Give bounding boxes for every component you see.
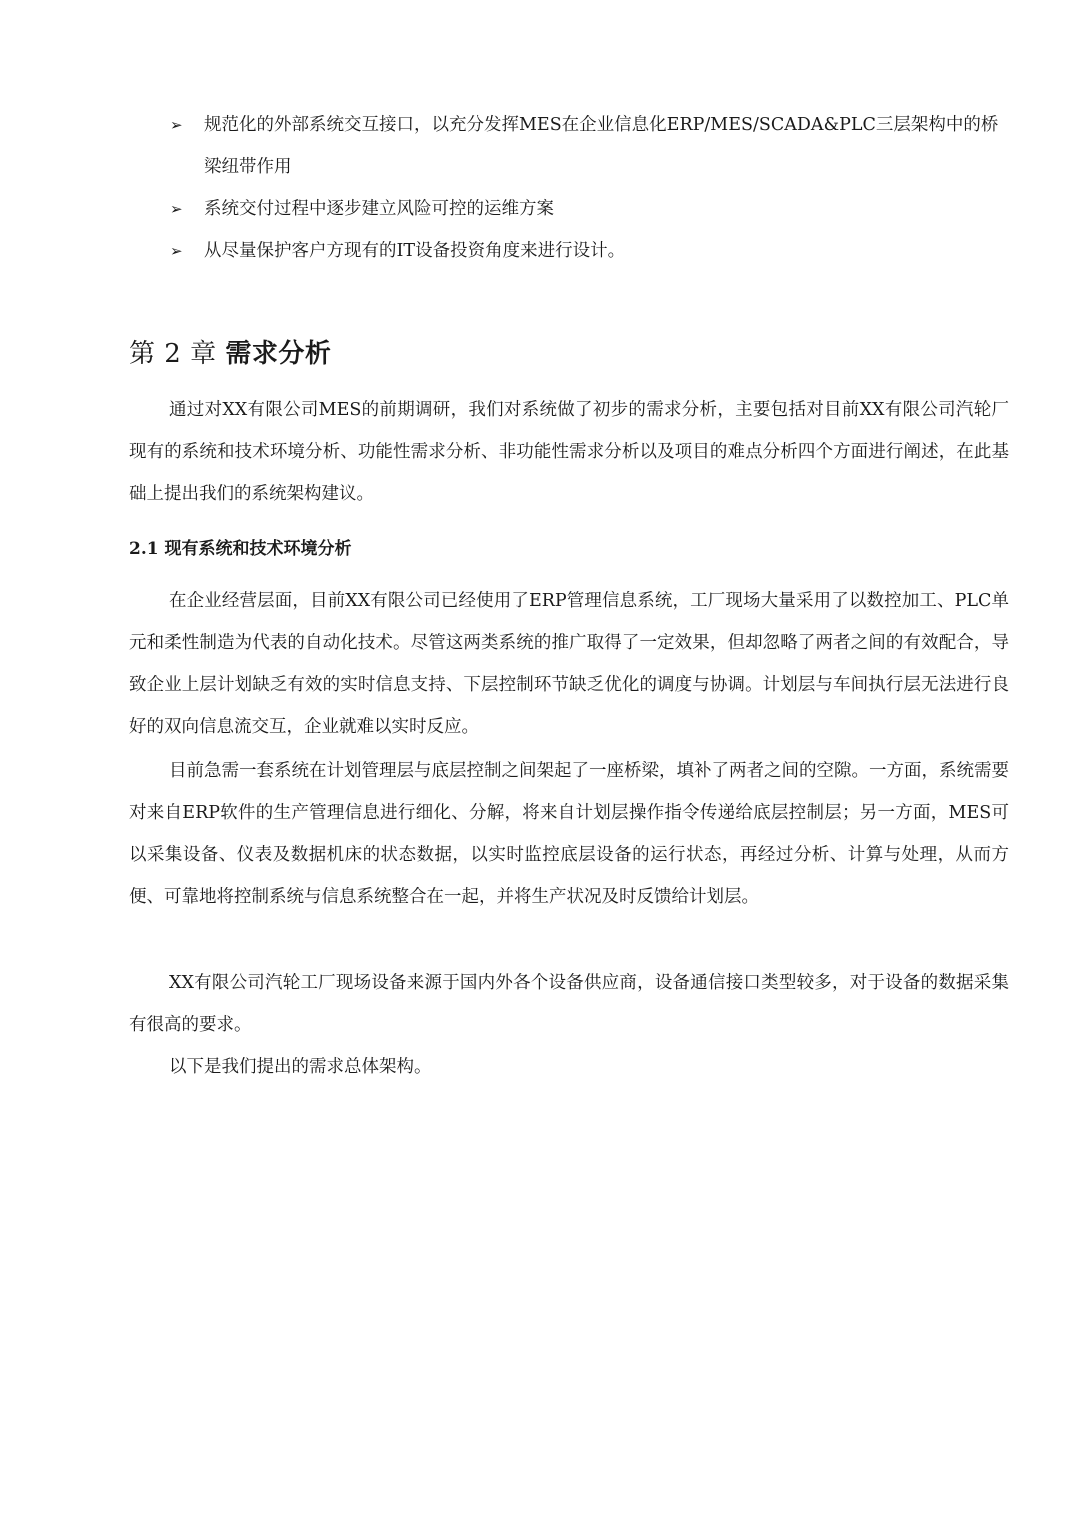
bullet-list (170, 104, 1010, 272)
arrow-bullet-icon: ➢ (170, 200, 183, 218)
list-item (170, 188, 1010, 230)
arrow-bullet-icon: ➢ (170, 242, 183, 260)
list-item (170, 104, 1010, 188)
intro-paragraph: 通过对XX有限公司MES的前期调研，我们对系统做了初步的需求分析，主要包括对目前XX有限公司汽轮厂现有的系统和技术环境分析、功能性需求分析、非功能性需求分析以及项目的难点分析四个方面进行阐述，在此基础上提出我们的系统架构建议。 (129, 400, 1009, 504)
arrow-bullet-icon: ➢ (170, 116, 183, 134)
chapter-number: 第 2 章 (129, 339, 217, 369)
body-paragraph: 目前急需一套系统在计划管理层与底层控制之间架起了一座桥梁，填补了两者之间的空隙。一方面，系统需要对来自ERP软件的生产管理信息进行细化、分解，将来自计划层操作指令传递给底层控制层；另一方面，MES可以采集设备、仪表及数据机床的状态数据，以实时监控底层设备的运行状态，再经过分析、计算与处理，从而方便、可靠地将控制系统与信息系统整合在一起，并将生产状况及时反馈给计划层。 (129, 761, 1009, 907)
chapter-title: 需求分析 (225, 339, 332, 369)
section-title: 现有系统和技术环境分析 (164, 539, 352, 559)
bullet-text: 规范化的外部系统交互接口，以充分发挥MES在企业信息化ERP/MES/SCADA&PLC三层架构中的桥梁纽带作用 (204, 115, 999, 177)
bullet-text: 系统交付过程中逐步建立风险可控的运维方案 (204, 199, 554, 219)
body-paragraph: XX有限公司汽轮工厂现场设备来源于国内外各个设备供应商，设备通信接口类型较多，对于设备的数据采集有很高的要求。 (129, 973, 1009, 1035)
chapter-heading (129, 332, 331, 376)
bullet-text: 从尽量保护客户方现有的IT设备投资角度来进行设计。 (204, 241, 626, 261)
section-heading (129, 529, 352, 569)
body-paragraph: 以下是我们提出的需求总体架构。 (169, 1057, 432, 1077)
list-item (170, 230, 1010, 272)
section-number: 2.1 (129, 539, 159, 559)
body-paragraph: 在企业经营层面，目前XX有限公司已经使用了ERP管理信息系统，工厂现场大量采用了以数控加工、PLC单元和柔性制造为代表的自动化技术。尽管这两类系统的推广取得了一定效果，但却忽略了两者之间的有效配合，导致企业上层计划缺乏有效的实时信息支持、下层控制环节缺乏优化的调度与协调。计划层与车间执行层无法进行良好的双向信息流交互，企业就难以实时反应。 (129, 591, 1009, 737)
